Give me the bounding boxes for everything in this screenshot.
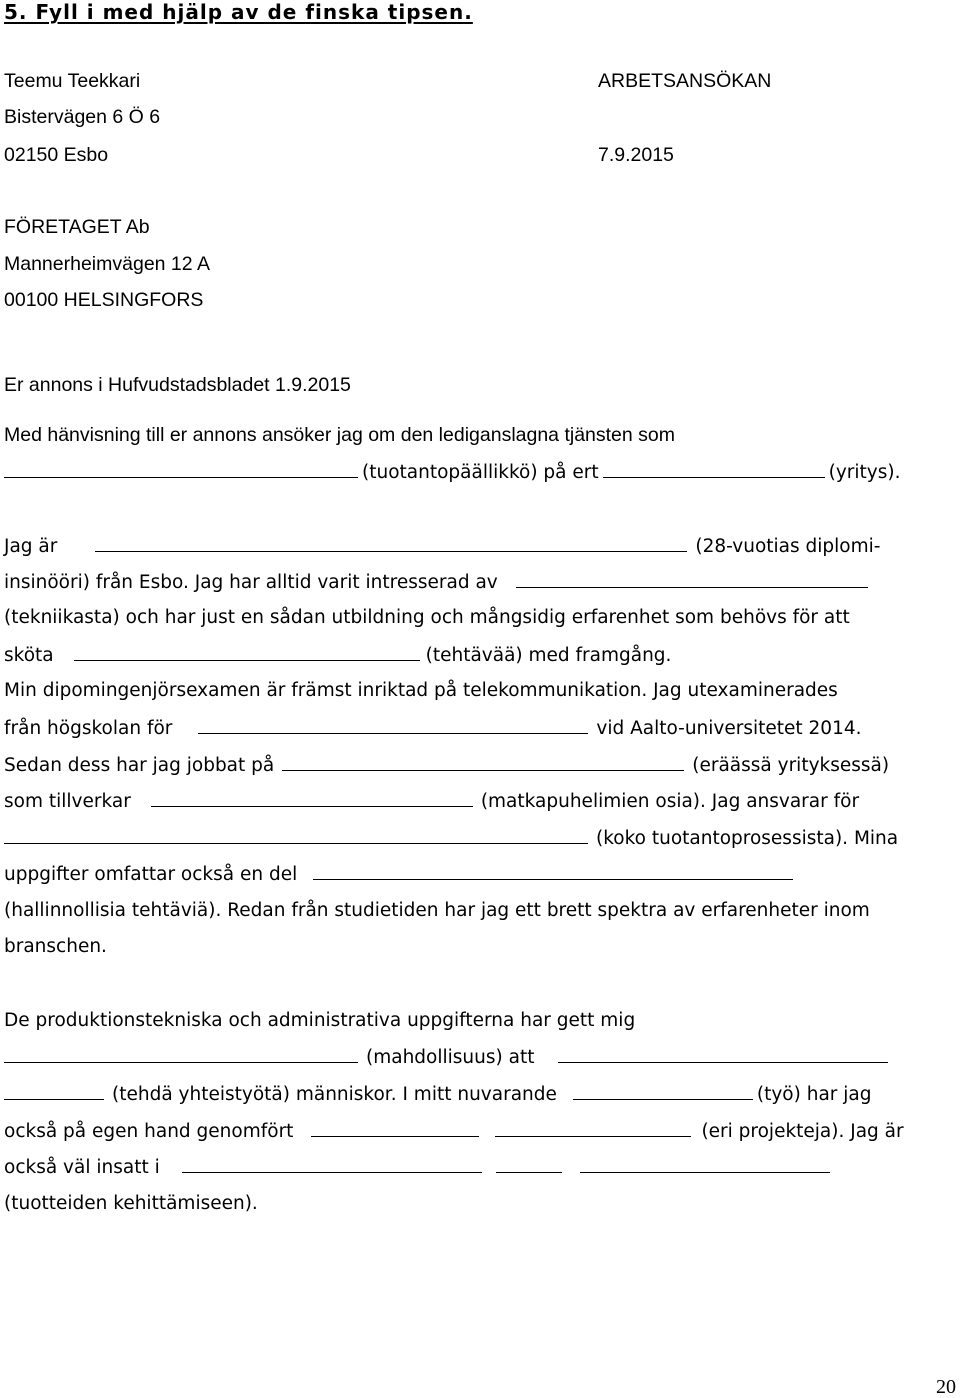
sender-city: 02150 Esbo	[4, 144, 109, 166]
fill-blank[interactable]	[603, 458, 825, 478]
body-line-2: (tuotantopäällikkö) på ert (yritys).	[4, 458, 900, 486]
fill-blank[interactable]	[313, 860, 793, 880]
body-line-6: sköta (tehtävää) med framgång.	[4, 641, 671, 669]
body-line-7: Min dipomingenjörsexamen är främst inriktad på telekommunikation. Jag utexaminerades	[4, 680, 838, 701]
fill-blank[interactable]	[74, 641, 420, 661]
body-line-5: (tekniikasta) och har just en sådan utbildning och mångsidig erfarenhet som behövs för att	[4, 607, 850, 628]
body2-line-2: (mahdollisuus) att	[4, 1043, 892, 1071]
fill-blank[interactable]	[4, 824, 588, 844]
recipient-city: 00100 HELSINGFORS	[4, 289, 204, 311]
fill-blank[interactable]	[182, 1153, 482, 1173]
fill-blank[interactable]	[4, 1080, 104, 1100]
body2-line-3: (tehdä yhteistyötä) människor. I mitt nuvarande (työ) har jag	[4, 1080, 872, 1108]
body-line-4: insinööri) från Esbo. Jag har alltid varit intresserad av	[4, 568, 872, 596]
exercise-heading: 5. Fyll i med hjälp av de finska tipsen.	[4, 0, 473, 24]
body-line-9: Sedan dess har jag jobbat på (eräässä yrityksessä)	[4, 751, 889, 779]
body-line-8: från högskolan för vid Aalto-universitetet 2014.	[4, 714, 862, 742]
fill-blank[interactable]	[516, 568, 868, 588]
fill-blank[interactable]	[496, 1153, 562, 1173]
body-line-14: branschen.	[4, 936, 107, 957]
fill-blank[interactable]	[198, 714, 588, 734]
fill-blank[interactable]	[282, 751, 684, 771]
body-line-3: Jag är (28-vuotias diplomi-	[4, 532, 880, 560]
body-line-13: (hallinnollisia tehtäviä). Redan från studietiden har jag ett brett spektra av erfarenheter inom	[4, 900, 870, 921]
sender-name: Teemu Teekkari	[4, 70, 141, 92]
recipient-street: Mannerheimvägen 12 A	[4, 253, 210, 275]
fill-blank[interactable]	[573, 1080, 753, 1100]
fill-blank[interactable]	[4, 1043, 358, 1063]
fill-blank[interactable]	[495, 1117, 691, 1137]
sender-street: Bistervägen 6 Ö 6	[4, 106, 161, 128]
body2-line-6: (tuotteiden kehittämiseen).	[4, 1193, 258, 1214]
recipient-company: FÖRETAGET Ab	[4, 216, 150, 238]
body-line-11: (koko tuotantoprosessista). Mina	[4, 824, 898, 852]
fill-blank[interactable]	[4, 458, 358, 478]
body2-line-5: också väl insatt i	[4, 1153, 834, 1181]
body-line-10: som tillverkar (matkapuhelimien osia). Jag ansvarar för	[4, 787, 859, 815]
letter-date: 7.9.2015	[598, 144, 674, 166]
page-number: 20	[936, 1376, 956, 1398]
fill-blank[interactable]	[580, 1153, 830, 1173]
fill-blank[interactable]	[151, 787, 473, 807]
reference-line: Er annons i Hufvudstadsbladet 1.9.2015	[4, 374, 351, 396]
body-line-12: uppgifter omfattar också en del	[4, 860, 797, 888]
document-type: ARBETSANSÖKAN	[598, 70, 772, 92]
body2-line-4: också på egen hand genomfört (eri projekteja). Jag är	[4, 1117, 904, 1145]
body-line-1: Med hänvisning till er annons ansöker jag om den lediganslagna tjänsten som	[4, 424, 675, 446]
fill-blank[interactable]	[311, 1117, 479, 1137]
fill-blank[interactable]	[95, 532, 687, 552]
body2-line-1: De produktionstekniska och administrativa uppgifterna har gett mig	[4, 1010, 636, 1031]
fill-blank[interactable]	[558, 1043, 888, 1063]
